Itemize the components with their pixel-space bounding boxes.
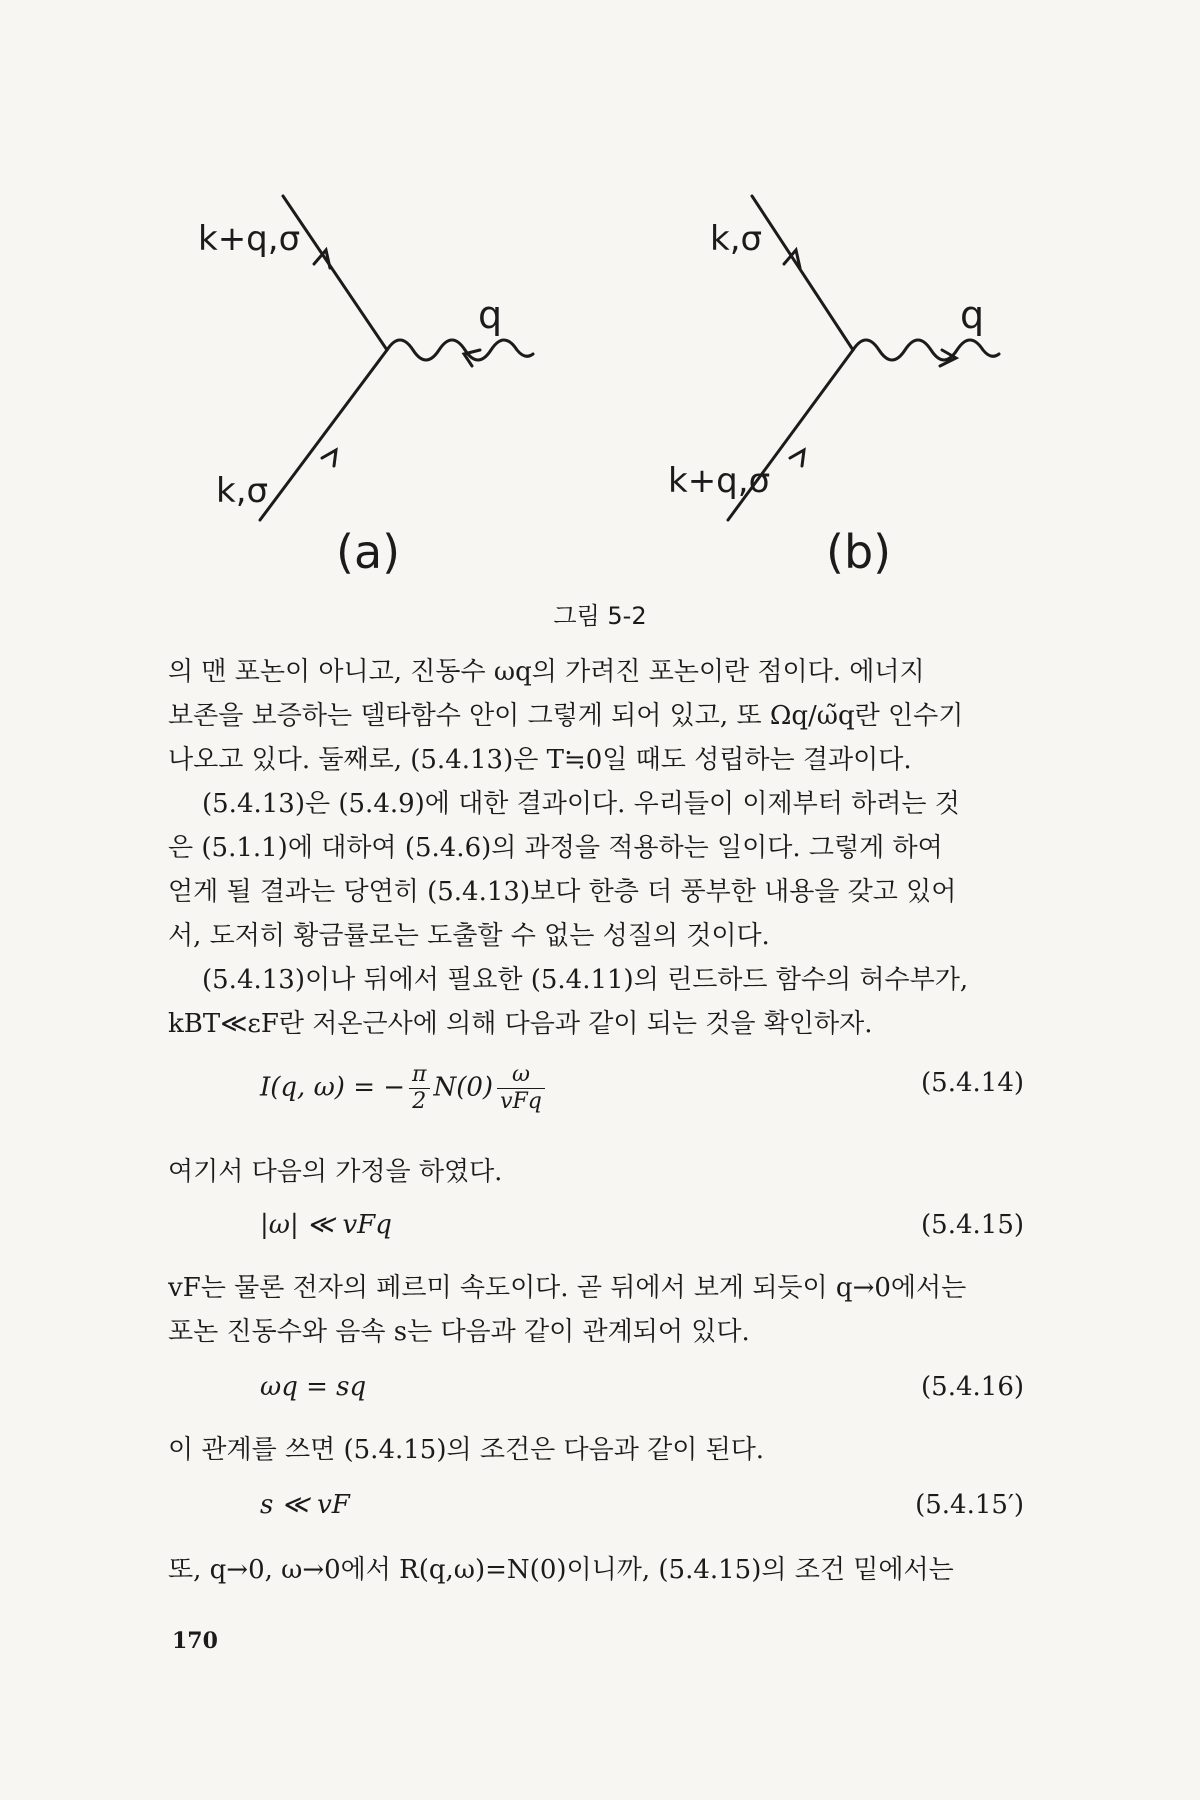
eq14-frac1-den: 2: [412, 1089, 427, 1114]
last-line-text: [168, 1548, 1054, 1592]
eq14-frac2-den: vFq: [500, 1089, 542, 1114]
after-eq16-line: 이 관계를 쓰면 (5.4.15)의 조건은 다음과 같이 된다.: [168, 1435, 765, 1465]
label-b-panel: (b): [826, 525, 892, 579]
diagram-a: [260, 196, 533, 520]
eq15-number: (5.4.15): [921, 1210, 1024, 1240]
label-a-incoming: k,σ: [216, 471, 269, 511]
label-b-outgoing: k,σ: [710, 219, 763, 259]
arrow-outgoing-a: [314, 250, 330, 268]
eq16-number: (5.4.16): [921, 1372, 1024, 1402]
last-line: 또, q→0, ω→0에서 R(q,ω)=N(0)이니까, (5.4.15)의 조건 밑에서는: [168, 1555, 954, 1585]
p2-line-3: 얻게 될 결과는 당연히 (5.4.13)보다 한층 더 풍부한 내용을 갖고 있어: [168, 877, 957, 907]
eq14-lhs: I(q, ω) = −: [260, 1072, 406, 1103]
after-eq14-text: [168, 1150, 1054, 1194]
eq15p-number: (5.4.15′): [915, 1490, 1024, 1520]
eq14-fraction-pi: [409, 1062, 429, 1115]
equation-5-4-14: [168, 1062, 1054, 1114]
p2-line-1: (5.4.13)은 (5.4.9)에 대한 결과이다. 우리들이 이제부터 하려는 것: [202, 789, 960, 819]
outgoing-electron-line-b: [752, 196, 853, 350]
p3-line-2: kBT≪εF란 저온근사에 의해 다음과 같이 되는 것을 확인하자.: [168, 1009, 873, 1039]
phonon-wavy-line-b: [853, 340, 999, 360]
eq14-fraction-omega: [497, 1062, 545, 1115]
label-b-incoming: k+q,σ: [668, 461, 771, 501]
eq14-mid: N(0): [433, 1072, 494, 1103]
after-eq15-text: [168, 1266, 1054, 1354]
p2-line-4: 서, 도저히 황금률로는 도출할 수 없는 성질의 것이다.: [168, 921, 770, 951]
incoming-electron-line-a: [260, 350, 387, 520]
p3-line-1: (5.4.13)이나 뒤에서 필요한 (5.4.11)의 린드하드 함수의 허수부가,: [202, 965, 969, 995]
equation-5-4-16: [168, 1372, 1054, 1416]
p1-line-2: 보존을 보증하는 델타함수 안이 그렇게 되어 있고, 또 Ωq/ω̃q란 인수기: [168, 701, 964, 731]
p1-line-3: 나오고 있다. 둘째로, (5.4.13)은 T≒0일 때도 성립하는 결과이다.: [168, 745, 912, 775]
label-a-panel: (a): [336, 525, 401, 579]
figure-caption: 그림 5-2: [553, 602, 647, 630]
body-text-block: [168, 650, 1054, 1046]
eq14-frac2-num: ω: [497, 1062, 545, 1089]
equation-5-4-15-prime: [168, 1490, 1054, 1534]
eq14-frac1-num: π: [409, 1062, 429, 1089]
eq15-expr: |ω| ≪ vFq: [260, 1210, 392, 1240]
arrow-incoming-a: [322, 450, 336, 466]
eq15p-expr: s ≪ vF: [260, 1490, 350, 1520]
label-a-outgoing: k+q,σ: [198, 219, 301, 259]
arrow-incoming-b: [790, 450, 804, 466]
label-b-phonon: q: [960, 293, 985, 337]
eq16-expr: ωq = sq: [260, 1372, 367, 1402]
phonon-wavy-line-a: [387, 340, 533, 360]
page-number: 170: [172, 1628, 218, 1654]
after-eq16-text: [168, 1428, 1054, 1472]
p1-line-1: 의 맨 포논이 아니고, 진동수 ωq의 가려진 포논이란 점이다. 에너지: [168, 657, 925, 687]
after-eq14-line: 여기서 다음의 가정을 하였다.: [168, 1157, 503, 1187]
after-eq15-line-2: 포논 진동수와 음속 s는 다음과 같이 관계되어 있다.: [168, 1317, 750, 1347]
eq14-number: (5.4.14): [921, 1068, 1024, 1098]
label-a-phonon: q: [478, 293, 503, 337]
after-eq15-line-1: vF는 물론 전자의 페르미 속도이다. 곧 뒤에서 보게 되듯이 q→0에서는: [168, 1273, 967, 1303]
feynman-diagrams-figure: [0, 0, 1200, 600]
equation-5-4-15: [168, 1210, 1054, 1254]
p2-line-2: 은 (5.1.1)에 대하여 (5.4.6)의 과정을 적용하는 일이다. 그렇게 하여: [168, 833, 943, 863]
